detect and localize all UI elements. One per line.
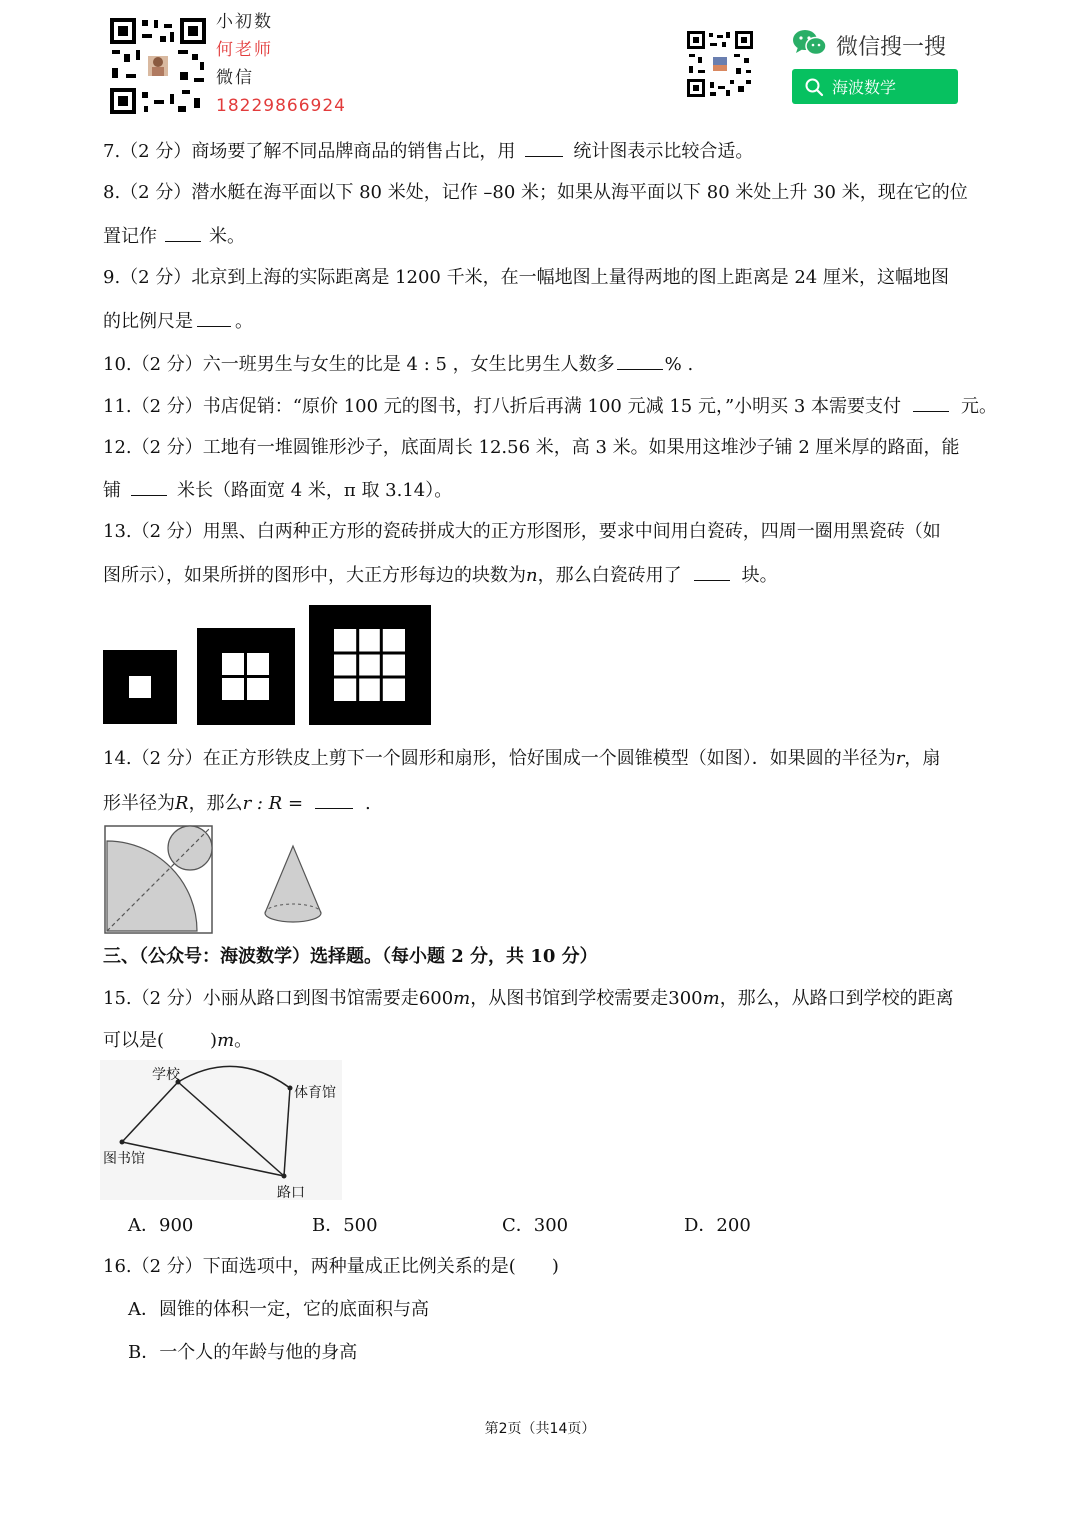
q15-text-3: ，那么，从路口到学校的距离 <box>719 988 954 1009</box>
question-10 <box>103 351 693 377</box>
q15-option-d[interactable]: D．200 <box>684 1215 751 1236</box>
label-crossing: 路口 <box>277 1185 305 1201</box>
q11-text-end: 元。 <box>961 396 998 417</box>
q14-var-r: r <box>895 748 905 769</box>
answer-blank[interactable] <box>165 223 201 242</box>
question-12-line-1 <box>103 436 960 460</box>
q15-unit-3: m <box>217 1030 235 1051</box>
answer-blank[interactable] <box>131 477 167 496</box>
answer-blank[interactable] <box>617 351 663 370</box>
q15-unit-1: m <box>453 988 471 1009</box>
question-8-line-2 <box>103 223 245 249</box>
question-9-line-2 <box>103 308 253 334</box>
answer-blank[interactable] <box>197 308 231 327</box>
q16-option-a[interactable]: A．圆锥的体积一定，它的底面积与高 <box>128 1299 429 1320</box>
contact-line-2: 何老师 <box>216 40 273 60</box>
question-14-line-1 <box>103 747 940 771</box>
answer-blank[interactable] <box>525 138 563 157</box>
page-footer: 第2页（共14页） <box>484 1421 596 1437</box>
question-7 <box>103 138 753 164</box>
q15-value-2: 300 <box>668 988 703 1009</box>
q14-text-2: ，扇 <box>904 748 941 769</box>
route-map-diagram <box>100 1060 342 1200</box>
q15-option-a[interactable]: A．900 <box>128 1215 194 1236</box>
q10-text-end: % . <box>664 354 694 375</box>
q11-text: 11.（2 分）书店促销：“原价 100 元的图书，打八折后再满 100 元减 15 元，”小明买 3 本需要支付 <box>103 396 902 417</box>
square-sheet-figure <box>104 825 214 939</box>
q15-text-6: 。 <box>234 1030 253 1051</box>
label-school: 学校 <box>152 1067 180 1083</box>
q15-unit-2: m <box>702 988 720 1009</box>
q15-text-5: ) <box>210 1030 218 1051</box>
q7-text-end: 统计图表示比较合适。 <box>573 141 754 162</box>
q14-ratio-expr: r : R = <box>242 793 304 814</box>
q13-text-3: ，那么白瓷砖用了 <box>537 565 682 586</box>
qr-code-wechat <box>686 30 754 98</box>
question-8-line-1 <box>103 181 968 205</box>
q12-text-3: 米长（路面宽 4 米，π 取 3.14）。 <box>177 480 453 501</box>
q14-text-3: 形半径为 <box>103 793 175 814</box>
q14-text-4: ，那么 <box>188 793 243 814</box>
q9-text: 9.（2 分）北京到上海的实际距离是 1200 千米，在一幅地图上量得两地的图上距离是 24 厘米，这幅地图 <box>103 267 949 288</box>
question-14-line-2 <box>103 790 371 816</box>
q12-text: 12.（2 分）工地有一堆圆锥形沙子，底面周长 12.56 米，高 3 米。如果用这堆沙子铺 2 厘米厚的路面，能 <box>103 437 960 458</box>
q12-text-2: 铺 <box>103 480 121 501</box>
label-gym: 体育馆 <box>294 1085 336 1101</box>
q10-text: 10.（2 分）六一班男生与女生的比是 4 : 5 ，女生比男生人数多 <box>103 354 615 375</box>
q7-text: 7.（2 分）商场要了解不同品牌商品的销售占比，用 <box>103 141 516 162</box>
tile-figure-2 <box>197 628 295 729</box>
wechat-logo-icon <box>792 28 828 58</box>
wechat-search-label: 海波数学 <box>832 78 897 97</box>
question-11 <box>103 393 997 419</box>
question-13-line-2 <box>103 562 778 588</box>
wechat-search-title: 微信搜一搜 <box>836 35 947 60</box>
q9-text-2: 的比例尺是 <box>103 311 193 332</box>
q16-option-b[interactable]: B．一个人的年龄与他的身高 <box>128 1342 358 1363</box>
contact-phone: 18229866924 <box>216 96 346 116</box>
q14-text-5: . <box>365 793 371 814</box>
q14-var-R: R <box>175 793 189 814</box>
question-9-line-1 <box>103 266 949 290</box>
answer-blank[interactable] <box>694 562 730 581</box>
tile-figure-3 <box>309 605 431 729</box>
question-13-line-1 <box>103 520 941 544</box>
q15-text-4: 可以是( <box>103 1030 165 1051</box>
contact-line-1: 小初数 <box>216 12 273 32</box>
q13-text: 13.（2 分）用黑、白两种正方形的瓷砖拼成大的正方形图形，要求中间用白瓷砖，四周一圈用黑瓷砖（如 <box>103 521 941 542</box>
question-15-line-1 <box>103 987 954 1011</box>
question-12-line-2 <box>103 477 452 503</box>
contact-line-3: 微信 <box>216 68 254 88</box>
qr-code-contact <box>108 16 208 116</box>
q8-text: 8.（2 分）潜水艇在海平面以下 80 米处，记作 –80 米；如果从海平面以下 80 米处上升 30 米，现在它的位 <box>103 182 968 203</box>
q9-text-3: 。 <box>235 311 253 332</box>
q8-text-2: 置记作 <box>103 226 157 247</box>
label-library: 图书馆 <box>103 1151 145 1167</box>
search-icon <box>804 77 824 97</box>
question-15-line-2 <box>103 1029 252 1053</box>
q8-text-3: 米。 <box>209 226 245 247</box>
q15-option-c[interactable]: C．300 <box>502 1215 569 1236</box>
q13-text-4: 块。 <box>741 565 778 586</box>
q14-text: 14.（2 分）在正方形铁皮上剪下一个圆形和扇形，恰好围成一个圆锥模型（如图）．如果圆的半径为 <box>103 748 896 769</box>
q13-var-n: n <box>526 565 538 586</box>
wechat-search-button[interactable] <box>792 69 958 104</box>
answer-blank[interactable] <box>913 393 949 412</box>
section-3-title: 三、（公众号：海波数学）选择题。（每小题 2 分，共 10 分） <box>103 946 598 967</box>
q15-text: 15.（2 分）小丽从路口到图书馆需要走 <box>103 988 419 1009</box>
tile-figure-1 <box>103 650 177 728</box>
q15-option-b[interactable]: B．500 <box>312 1215 378 1236</box>
question-16: 16.（2 分）下面选项中，两种量成正比例关系的是( ) <box>103 1256 559 1277</box>
q15-text-2: ，从图书馆到学校需要走 <box>470 988 669 1009</box>
q15-value-1: 600 <box>418 988 454 1009</box>
q13-text-2: 图所示），如果所拼的图形中，大正方形每边的块数为 <box>103 565 526 586</box>
answer-blank[interactable] <box>315 790 353 809</box>
contact-info <box>216 8 346 120</box>
cone-figure <box>262 843 324 933</box>
